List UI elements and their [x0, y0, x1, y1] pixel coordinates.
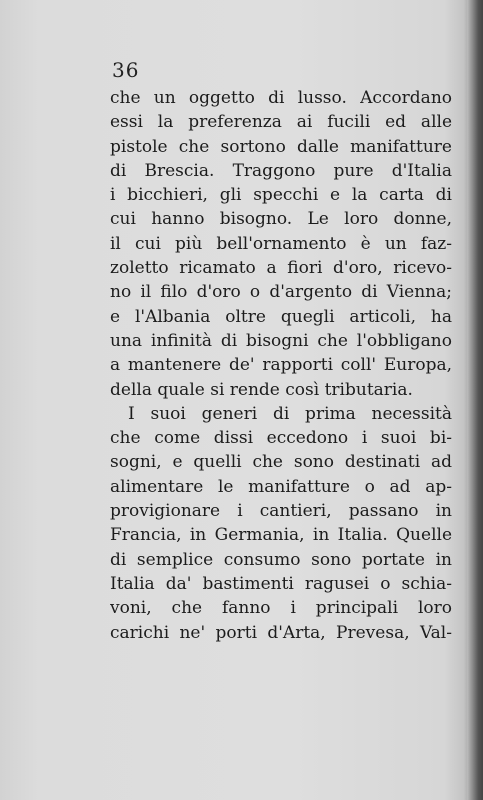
- text-line: cui hanno bisogno. Le loro donne,: [110, 209, 452, 230]
- text-line: provigionare i cantieri, passano in: [110, 501, 452, 522]
- text-line: I suoi generi di prima necessità: [128, 403, 452, 424]
- text-line: no il filo d'oro o d'argento di Vienna;: [110, 282, 452, 303]
- text-line: e l'Albania oltre quegli articoli, ha: [110, 306, 452, 327]
- text-line: che un oggetto di lusso. Accordano: [110, 88, 452, 108]
- text-line: a mantenere de' rapporti coll' Europa,: [110, 355, 452, 376]
- text-line: i bicchieri, gli specchi e la carta di: [110, 185, 452, 206]
- text-line: sogni, e quelli che sono destinati ad: [110, 452, 452, 473]
- text-line: il cui più bell'ornamento è un faz-: [110, 233, 452, 254]
- text-line: una infinità di bisogni che l'obbligano: [110, 330, 452, 351]
- text-line: Italia da' bastimenti ragusei o schia-: [110, 573, 452, 594]
- page-number: 36: [112, 58, 140, 82]
- text-line: Francia, in Germania, in Italia. Quelle: [110, 525, 452, 546]
- text-line: di Brescia. Traggono pure d'Italia: [110, 160, 452, 181]
- page-edge-shadow: [467, 0, 483, 800]
- text-line: alimentare le manifatture o ad ap-: [110, 476, 452, 497]
- text-line: carichi ne' porti d'Arta, Prevesa, Val-: [110, 622, 452, 643]
- text-line: di semplice consumo sono portate in: [110, 549, 452, 570]
- body-text: [110, 86, 452, 645]
- text-line: che come dissi eccedono i suoi bi-: [110, 428, 452, 449]
- text-line: della quale si rende così tributaria.: [110, 379, 413, 400]
- text-line: voni, che fanno i principali loro: [110, 598, 452, 619]
- text-line: pistole che sortono dalle manifatture: [110, 136, 452, 157]
- text-line: zoletto ricamato a fiori d'oro, ricevo-: [110, 258, 452, 279]
- text-line: essi la preferenza ai fucili ed alle: [110, 112, 452, 133]
